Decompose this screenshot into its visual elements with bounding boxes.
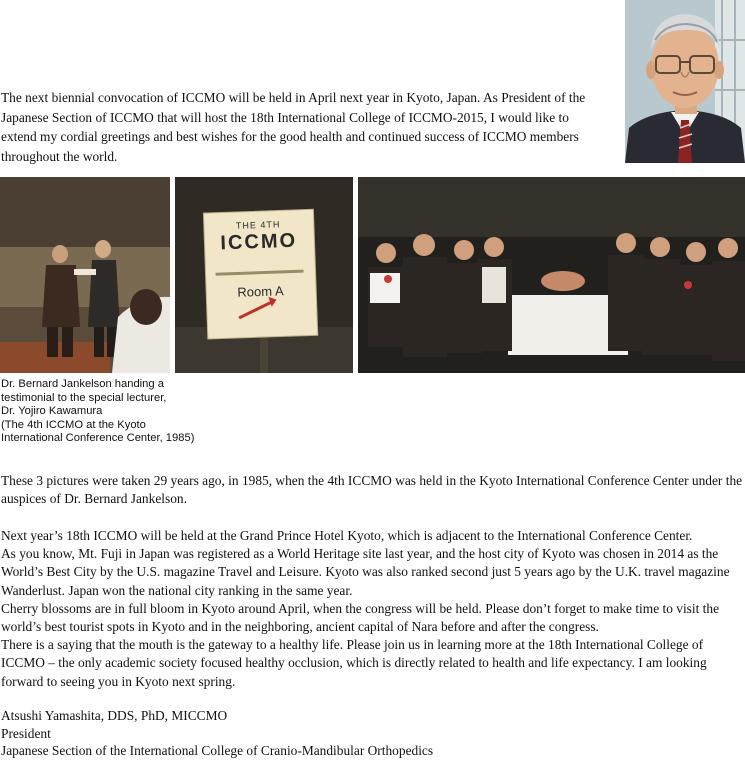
- portrait-photo: [625, 0, 745, 163]
- caption-line: International Conference Center, 1985): [1, 432, 195, 445]
- paragraph-pictures: These 3 pictures were taken 29 years ago, in 1985, when the 4th ICCMO was held in the Kyoto International Conference Center under the auspices of Dr. Bernard Jankelson.: [1, 473, 743, 507]
- photo-banquet-group: [358, 177, 745, 373]
- signature-org: Japanese Section of the International College of Cranio-Mandibular Orthopedics: [1, 743, 434, 759]
- sign-line-iccmo: ICCMO: [220, 229, 298, 255]
- caption-line: Dr. Yojiro Kawamura: [1, 405, 103, 418]
- photo-handing-testimonial: [0, 177, 170, 373]
- photo-caption: [1, 378, 231, 446]
- sign-line-room-a: Room A: [237, 283, 284, 300]
- sign-line-the-4th: THE 4TH: [235, 219, 281, 231]
- caption-line: testimonial to the special lecturer,: [1, 391, 167, 404]
- paragraph-fuji: As you know, Mt. Fuji in Japan was registered as a World Heritage site last year, and the host city of Kyoto was chosen in 2014 as the World’s Best City by the U.S. magazine Travel and Leisure. Kyoto was also ranked second just 5 years ago by the U.K. travel magazine Wanderlust. Japan won the national city ranking in the same year.: [1, 546, 730, 598]
- signature-title: President: [1, 725, 51, 741]
- room-sign: [203, 212, 317, 342]
- intro-paragraph: The next biennial convocation of ICCMO will be held in April next year in Kyoto, Japan. As President of the Japanese Section of ICCMO that will host the 18th International College of ICCMO-2015, I would like to extend my cordial greetings and best wishes for the good health and continued success of ICCMO members throughout the world.: [1, 90, 586, 164]
- signature-name: Atsushi Yamashita, DDS, PhD, MICCMO: [1, 708, 228, 723]
- signature-block: [1, 707, 433, 760]
- caption-line: (The 4th ICCMO at the Kyoto: [1, 418, 146, 431]
- caption-line: Dr. Bernard Jankelson handing a: [1, 378, 164, 390]
- paragraph-cherry: Cherry blossoms are in full bloom in Kyoto around April, when the congress will be held. Please don’t forget to make time to visit the world’s best tourist spots in Kyoto and in the neighboring, ancient capital of Nara before and after the congress.: [1, 600, 720, 635]
- paragraph-venue: Next year’s 18th ICCMO will be held at the Grand Prince Hotel Kyoto, which is adjacent to the International Conference Center.: [1, 528, 693, 543]
- paragraph-saying: There is a saying that the mouth is the gateway to a healthy life. Please join us in learning more at the 18th International College of ICCMO – the only academic society focused healthy occlusion, which is directly related to health and life expectancy. I am looking forward to seeing you in Kyoto next spring.: [1, 637, 707, 689]
- paragraph-block-next-year: [1, 527, 743, 691]
